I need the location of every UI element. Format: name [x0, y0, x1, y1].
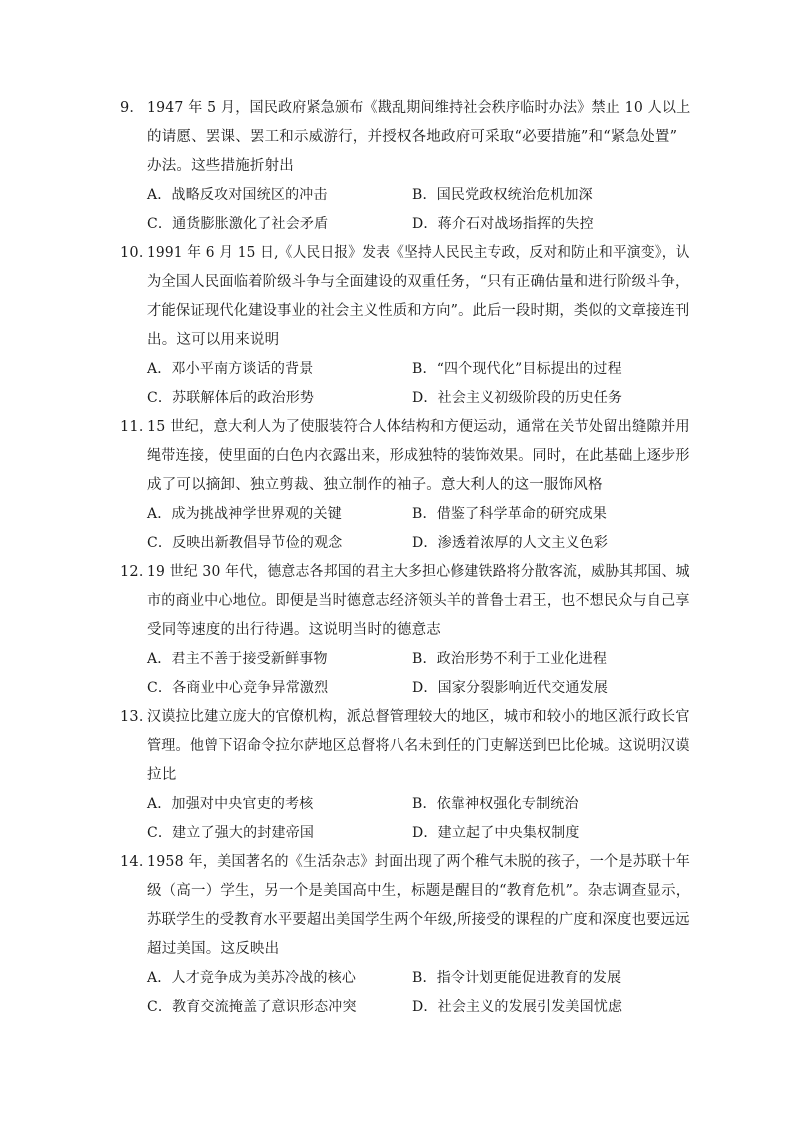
question-text-line: 市的商业中心地位。即便是当时德意志经济领头羊的普鲁士君王，也不想民众与自己享 [147, 593, 690, 609]
option-b: B．“四个现代化”目标提出的过程 [412, 361, 622, 377]
question-text-line: 出。这可以用来说明 [147, 332, 280, 348]
option-d: D．建立起了中央集权制度 [412, 825, 580, 841]
option-a: A．战略反攻对国统区的冲击 [147, 187, 328, 203]
question-text-line: 1947 年 5 月，国民政府紧急颁布《戡乱期间维持社会秩序临时办法》禁止 10 人以上 [147, 100, 691, 116]
option-b: B．借鉴了科学革命的研究成果 [412, 506, 608, 522]
question-text-line: 1958 年，美国著名的《生活杂志》封面出现了两个稚气未脱的孩子，一个是苏联十年 [147, 854, 691, 870]
question-text-line: 苏联学生的受教育水平要超出美国学生两个年级,所接受的课程的广度和深度也要远远 [147, 912, 690, 928]
question-text-line: 超过美国。这反映出 [147, 941, 280, 957]
question-text-line: 15 世纪，意大利人为了使服装符合人体结构和方便运动，通常在关节处留出缝隙并用 [147, 419, 690, 435]
question-text-line: 1991 年 6 月 15 日,《人民日报》发表《坚持人民民主专政，反对和防止和平演变》，认 [147, 245, 690, 261]
option-c: C．建立了强大的封建帝国 [147, 825, 315, 841]
option-c: C．教育交流掩盖了意识形态冲突 [147, 999, 357, 1015]
question-text-line: 成了可以摘卸、独立剪裁、独立制作的袖子。意大利人的这一服饰风格 [147, 477, 603, 493]
option-b: B．依靠神权强化专制统治 [412, 796, 579, 812]
question-text-line: 绳带连接，使里面的白色内衣露出来，形成独特的装饰效果。同时，在此基础上逐步形 [147, 448, 690, 464]
question-number: 14． [120, 854, 154, 870]
option-a: A．邓小平南方谈话的背景 [147, 361, 314, 377]
question-text-line: 拉比 [147, 767, 177, 783]
question-text-line: 办法。这些措施折射出 [147, 158, 294, 174]
question-text-line: 管理。他曾下诏命令拉尔萨地区总督将八名未到任的门吏解送到巴比伦城。这说明汉谟 [147, 738, 690, 754]
question-text-line: 的请愿、罢课、罢工和示威游行，并授权各地政府可采取“必要措施”和“紧急处置” [147, 129, 678, 145]
question-number: 9． [120, 100, 145, 116]
option-a: A．君主不善于接受新鲜事物 [147, 651, 328, 667]
question-text-line: 级（高一）学生，另一个是美国高中生，标题是醒目的“教育危机”。杂志调查显示， [147, 883, 691, 899]
question-text-line: 才能保证现代化建设事业的社会主义性质和方向”。此后一段时期，类似的文章接连刊 [147, 303, 690, 319]
question-text-line: 为全国人民面临着阶级斗争与全面建设的双重任务，“只有正确估量和进行阶级斗争， [147, 274, 690, 290]
option-a: A．成为挑战神学世界观的关键 [147, 506, 342, 522]
option-d: D．社会主义的发展引发美国忧虑 [412, 999, 623, 1015]
option-c: C．通货膨胀激化了社会矛盾 [147, 216, 329, 232]
option-c: C．各商业中心竞争异常激烈 [147, 680, 329, 696]
question-number: 13． [120, 709, 154, 725]
question-number: 11． [120, 419, 154, 435]
question-text-line: 受同等速度的出行待遇。这说明当时的德意志 [147, 622, 441, 638]
option-b: B．指令计划更能促进教育的发展 [412, 970, 622, 986]
question-text-line: 19 世纪 30 年代，德意志各邦国的君主大多担心修建铁路将分散客流，威胁其邦国、城 [147, 564, 690, 580]
option-c: C．苏联解体后的政治形势 [147, 390, 315, 406]
option-d: D．社会主义初级阶段的历史任务 [412, 390, 623, 406]
option-a: A．人才竞争成为美苏冷战的核心 [147, 970, 357, 986]
option-c: C．反映出新教倡导节俭的观念 [147, 535, 343, 551]
option-d: D．国家分裂影响近代交通发展 [412, 680, 609, 696]
option-b: B．国民党政权统治危机加深 [412, 187, 593, 203]
option-b: B．政治形势不利于工业化进程 [412, 651, 608, 667]
question-number: 12． [120, 564, 154, 580]
option-a: A．加强对中央官吏的考核 [147, 796, 314, 812]
option-d: D．渗透着浓厚的人文主义色彩 [412, 535, 609, 551]
question-number: 10． [120, 245, 154, 261]
option-d: D．蒋介石对战场指挥的失控 [412, 216, 594, 232]
question-text-line: 汉谟拉比建立庞大的官僚机构，派总督管理较大的地区，城市和较小的地区派行政长官 [147, 709, 690, 725]
